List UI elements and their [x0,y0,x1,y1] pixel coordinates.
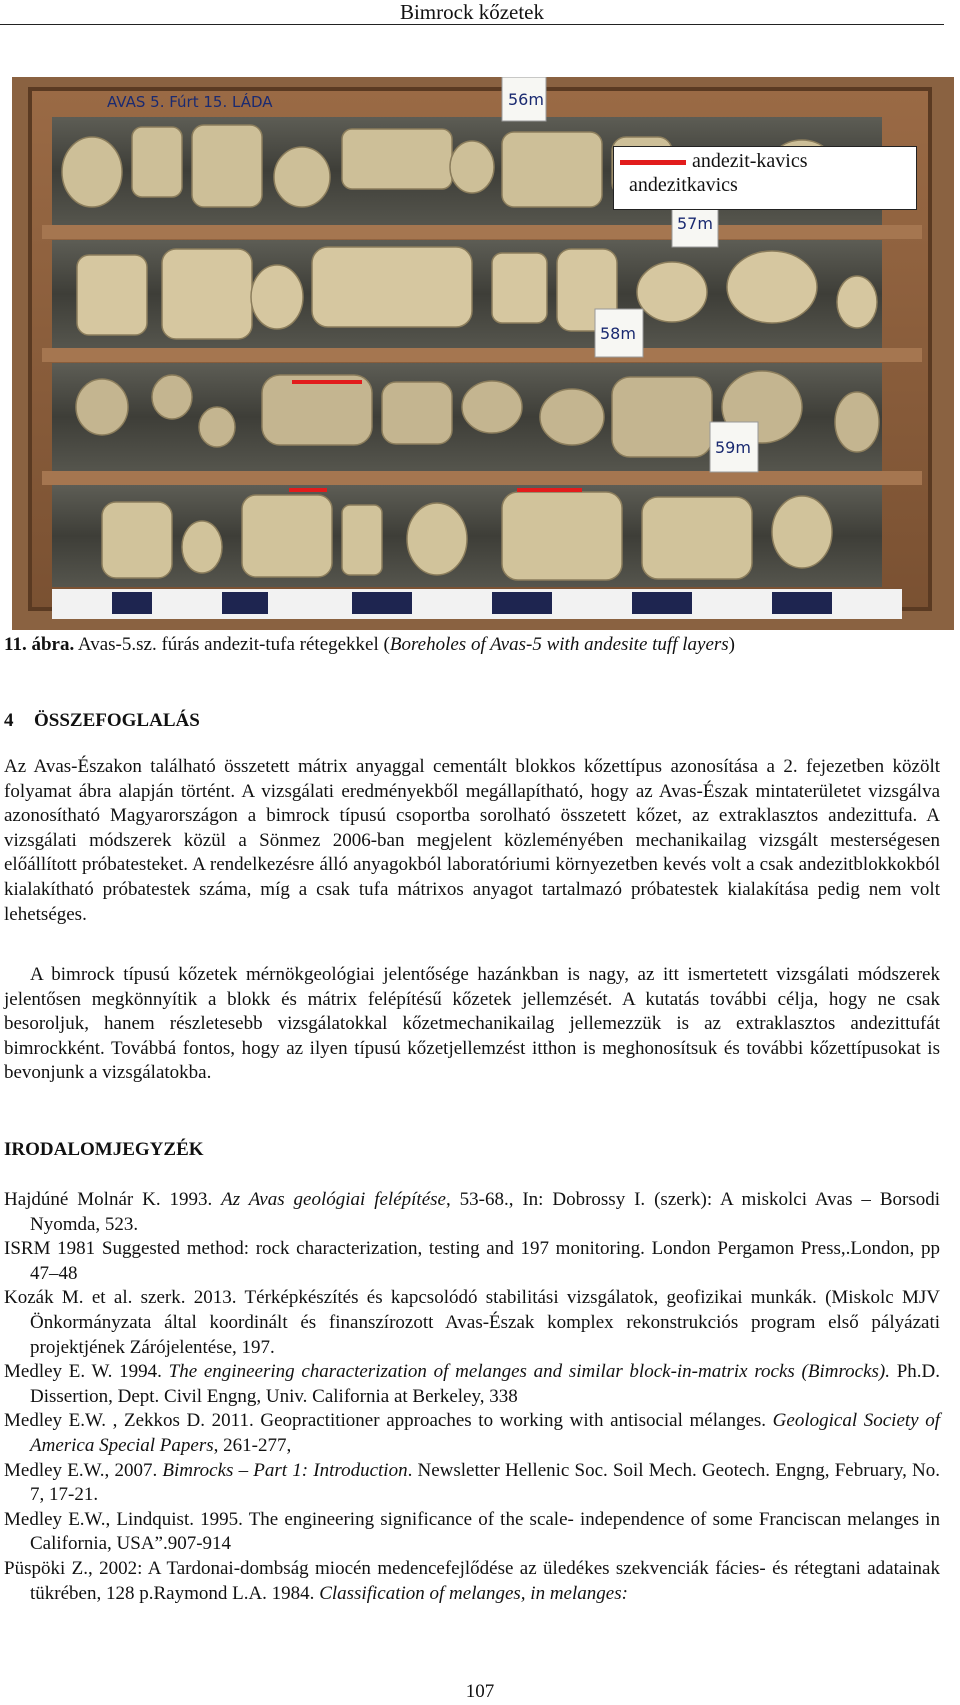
caption-text: Avas-5.sz. fúrás andezit-tufa rétegekkel ( [74,634,390,655]
reference-item: Medley E.W. , Zekkos D. 2011. Geopractitioner approaches to working with antisocial mélanges. Geological Society of America Special Papers, 261-277, [4,1410,941,1456]
reference-item: ISRM 1981 Suggested method: rock characterization, testing and 197 monitoring. London Pergamon Press,.London, pp 47–48 [4,1238,940,1284]
section-number: 4 [4,710,14,731]
page-number: 107 [465,1681,495,1702]
section-title: ÖSSZEFOGLALÁS [34,710,200,731]
summary-paragraph-2: A bimrock típusú kőzetek mérnökgeológiai jelentősége hazánkban is nagy, az itt ismertetett vizsgálati módszerek jelentősen megkönnyítik a blokk és mátrix felépítésű kőzetek jellemzését. A kutatás további célja, hogy ne csak besoroljuk, hanem részletesebb vizsgálatokkal kőzetmechanikailag jellemezzük is az extraklasztos andezittufát bimrockként. Továbbá fontos, hogy az ilyen típusú kőzetjellemzést itthon is meghonosítsuk és további kőzettípusokat is bevonjunk a vizsgálatokba. [4,964,940,1084]
reference-item: Medley E.W., Lindquist. 1995. The engineering significance of the scale- independence of some Franciscan melanges in California, USA”.907-914 [4,1508,940,1555]
section-heading [4,709,200,733]
svg-text:58m: 58m [600,324,636,343]
svg-text:AVAS 5. Fúrt 15. LÁDA: AVAS 5. Fúrt 15. LÁDA [107,93,273,111]
reference-item: Medley E.W., 2007. Bimrocks – Part 1: Introduction. Newsletter Hellenic Soc. Soil Mech. Geotech. Engng, February, No. 7, 17-21. [4,1459,940,1506]
header-rule [0,24,944,25]
references-heading: IRODALOMJEGYZÉK [4,1139,204,1160]
legend-marker-line [620,160,686,165]
reference-item: Medley E. W. 1994. The engineering characterization of melanges and similar block-in-matrix rocks (Bimrocks). Ph.D. Dissertion, Dept. Civil Engng, Univ. California at Berkeley, 338 [4,1361,940,1407]
figure-caption [4,633,944,657]
legend-label-2: andezitkavics [629,174,738,196]
caption-end: ) [728,634,735,655]
figure-legend [613,146,917,210]
reference-item: Kozák M. et al. szerk. 2013. Térképkészítés és kapcsolódó stabilitási vizsgálatok, geofizikai munkák. (Miskolc MJV Önkormányzata által koordinált és finanszírozott Avas-Észak komplex rekonstrukciós program első pályázati projektjének Zárójelentése, 197. [4,1287,940,1358]
svg-text:59m: 59m [715,438,751,457]
caption-label: 11. ábra. [4,634,75,655]
legend-label-1: andezit-kavics [692,150,808,172]
summary-paragraph-1: Az Avas-Északon található összetett mátrix anyaggal cementált blokkos kőzettípus azonosítása a 2. fejezetben közölt folyamat ábra alapján történt. A vizsgálati eredményekből megállapítható, hogy az Avas-Észak mintaterületet vizsgálva azonosítható Magyarországon a bimrock típusú csoportba sorolható összetett kőzet, az extraklasztos andezittufa. A vizsgálati módszerek közül a Sönmez 2006-ban megjelent közleményében mechanikailag vizsgált mesterségesen előállított próbatesteket. A rendelkezésre álló anyagokból laboratóriumi környezetben kevés volt a csak andezitblokkokból kialakítható próbatestek száma, míg a csak tufa mátrixos anyagot tartalmazó próbatestek kialakítása pedig nem volt lehetséges. [4,756,940,925]
running-head: Bimrock kőzetek [399,0,545,24]
svg-text:56m: 56m [508,90,544,109]
references-list [4,1188,940,1606]
caption-english: Boreholes of Avas-5 with andesite tuff layers [389,634,729,655]
svg-text:57m: 57m [677,214,713,233]
reference-item: Püspöki Z., 2002: A Tardonai-dombság miocén medencefejlődése az üledékes szekvenciák fácies- és rétegtani adatainak tükrében, 128 p.Raymond L.A. 1984. Classification of melanges, in melanges: [4,1557,940,1604]
reference-item: Hajdúné Molnár K. 1993. Az Avas geológiai felépítése, 53-68., In: Dobrossy I. (szerk): A miskolci Avas – Borsodi Nyomda, 523. [4,1189,940,1235]
